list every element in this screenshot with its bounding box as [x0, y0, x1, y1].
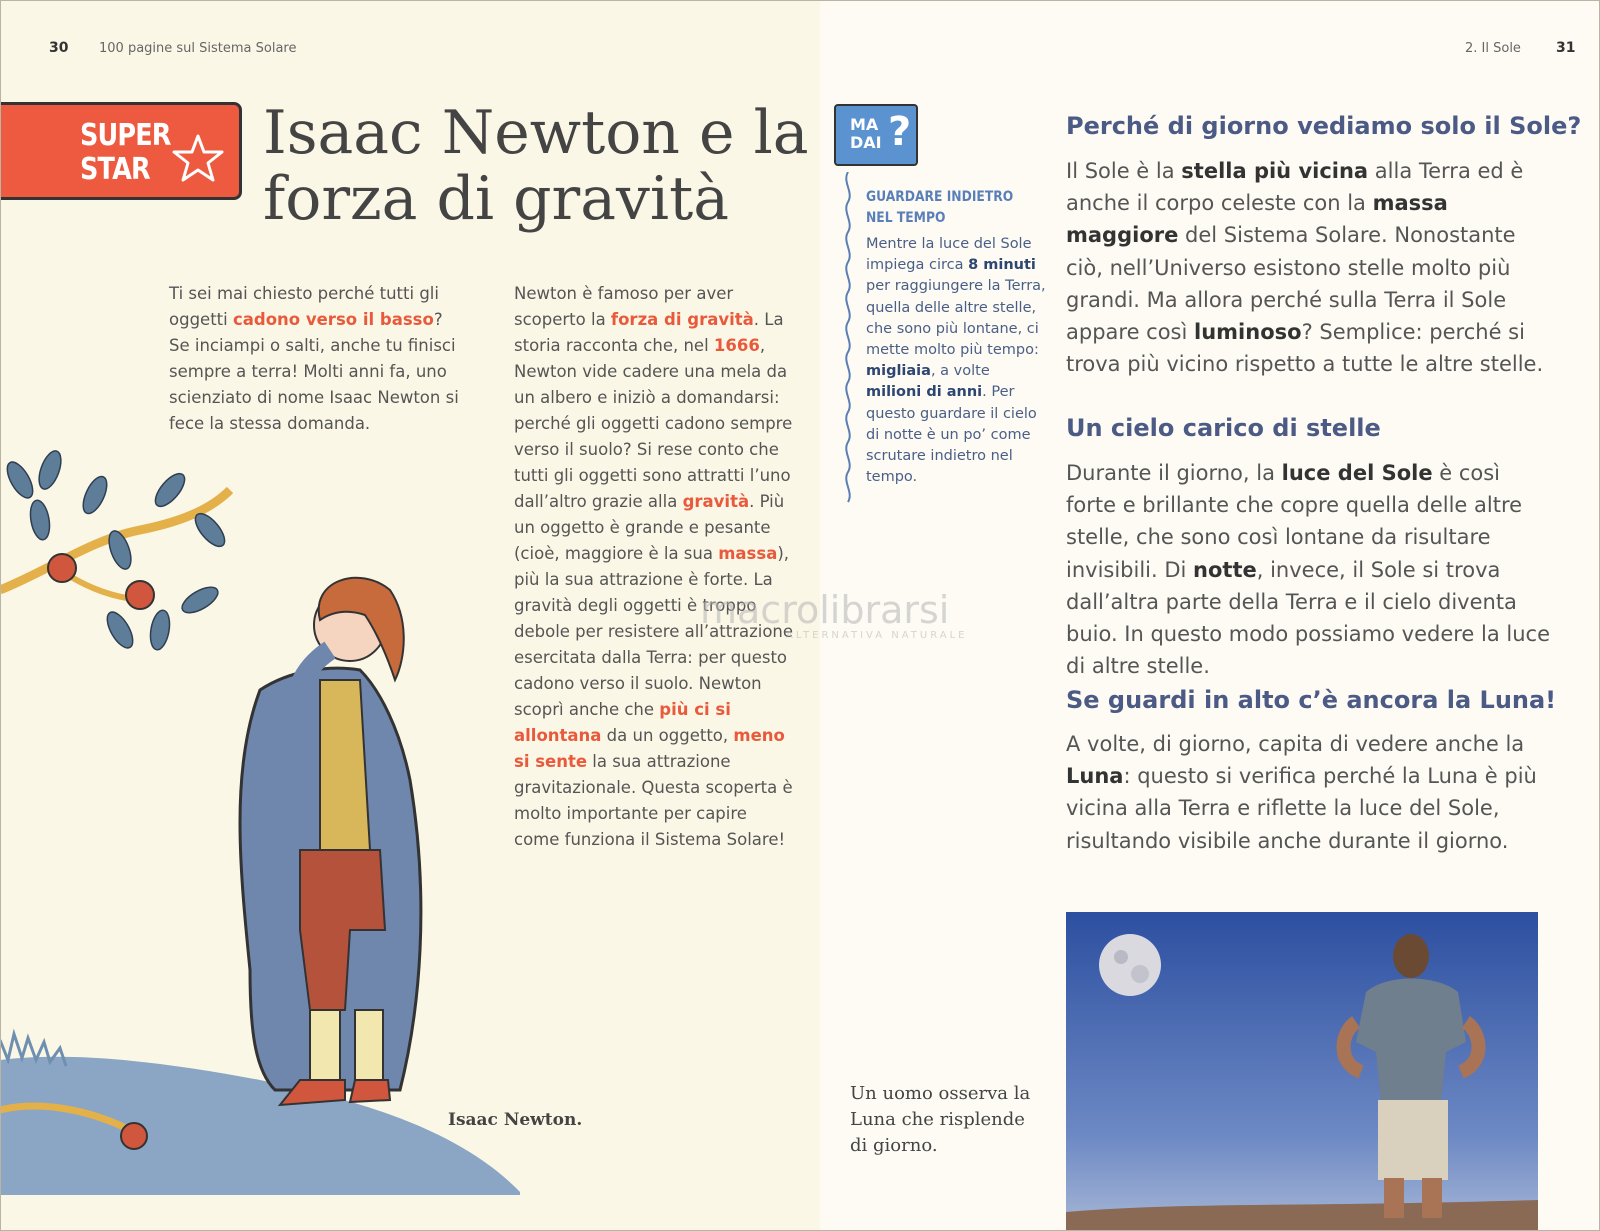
bold-text: Luna	[1066, 764, 1124, 789]
section1-heading: Perché di giorno vediamo solo il Sole?	[1066, 112, 1582, 140]
bold-text: massa maggiore	[1066, 191, 1448, 248]
question-mark-icon: ?	[888, 109, 912, 155]
bold-text: 8 minuti	[968, 257, 1036, 274]
super-star-badge	[0, 102, 242, 200]
newton-paragraph	[514, 281, 796, 853]
watermark-sub: ALTERNATIVA NATURALE	[786, 630, 968, 641]
text-span: ? Semplice: perché si trova più vicino rispetto a tutte le altre stelle.	[1066, 320, 1544, 377]
highlight: forza di gravità	[610, 310, 754, 329]
bold-text: stella più vicina	[1181, 159, 1369, 183]
bold-text: luce del Sole	[1281, 461, 1433, 485]
title-line-2: forza di gravità	[263, 164, 729, 234]
bold-text: migliaia	[866, 363, 931, 380]
badge-line-1: SUPER	[80, 118, 171, 153]
illustration-caption: Isaac Newton.	[448, 1110, 583, 1130]
text-span: : questo si verifica perché la Luna è più vicina alla Terra e riflette la luce del Sole, risultando visibile anche durante il giorno.	[1066, 764, 1537, 853]
badge-label	[80, 119, 171, 187]
ma-dai-line-2: DAI	[850, 133, 882, 152]
right-running-head: 2. Il Sole	[1465, 41, 1521, 56]
text-span: , a volte	[930, 363, 990, 380]
text-span: A volte, di giorno, capita di vedere anche la	[1066, 732, 1525, 756]
bold-text: milioni di anni	[866, 384, 983, 401]
highlight: 1666	[713, 336, 760, 355]
text-span: ? Se inciampi o salti, anche tu finisci sempre a terra! Molti anni fa, uno scienziato di nome Isaac Newton si fece la stessa domanda.	[169, 310, 459, 433]
text-span: Mentre la luce del Sole impiega circa	[866, 236, 1032, 274]
aside-title	[866, 187, 1024, 229]
text-span: ), più la sua attrazione è forte. La gravità degli oggetti è troppo debole per resistere all’attrazione esercitata dalla Terra: per questo cadono verso il suolo. Newton scoprì anche che	[514, 544, 794, 719]
section2-heading: Un cielo carico di stelle	[1066, 414, 1381, 442]
highlight: cadono verso il basso	[232, 310, 434, 329]
highlight: gravità	[682, 492, 750, 511]
text-span: . Per questo guardare il cielo di notte è un po’ come scrutare indietro nel tempo.	[866, 384, 1037, 486]
bold-text: luminoso	[1194, 320, 1302, 345]
badge-line-2: STAR	[80, 152, 150, 187]
text-span: alla Terra ed è anche il corpo celeste con la	[1066, 159, 1524, 216]
left-running-head: 100 pagine sul Sistema Solare	[99, 41, 297, 56]
ma-dai-badge	[834, 104, 918, 166]
text-span: . La storia racconta che, nel	[514, 310, 784, 355]
section2-body	[1066, 457, 1556, 682]
ma-dai-line-1: MA	[850, 115, 879, 134]
left-page-number: 30	[49, 40, 69, 56]
aside-body	[866, 234, 1046, 488]
text-span: per raggiungere la Terra, quella delle altre stelle, che sono più lontane, ci mette molto più tempo:	[866, 278, 1046, 359]
highlight: meno si sente	[514, 726, 785, 771]
text-span: Durante il giorno, la	[1066, 461, 1282, 485]
photo-caption: Un uomo osserva la Luna che risplende di giorno.	[850, 1083, 1031, 1156]
section3-heading: Se guardi in alto c’è ancora la Luna!	[1066, 686, 1557, 714]
highlight: massa	[718, 544, 778, 563]
section1-body	[1066, 155, 1556, 380]
moon-photo-image	[1066, 912, 1538, 1231]
ma-dai-label	[850, 116, 882, 152]
text-span: . Più un oggetto è grande e pesante (cioè, maggiore è la sua	[514, 492, 785, 563]
bold-text: notte	[1193, 557, 1257, 582]
text-span: , invece, il Sole si trova dall’altra parte della Terra e il cielo diventa buio. In questo modo possiamo vedere la luce di altre stelle.	[1066, 557, 1550, 679]
star-outline-icon	[170, 133, 226, 185]
aside-title-line-1: GUARDARE INDIETRO	[866, 189, 1014, 205]
right-page-number: 31	[1556, 40, 1576, 56]
newton-illustration	[0, 450, 540, 1220]
wavy-line-decoration	[842, 172, 854, 512]
section3-body	[1066, 728, 1556, 857]
text-span: Newton è famoso per aver scoperto la	[514, 284, 734, 329]
highlight: più ci si allontana	[514, 700, 731, 745]
moon-photo	[1066, 912, 1538, 1231]
text-span: è così forte e brillante che copre quella delle altre stelle, che sono così lontane da risultare invisibili. Di	[1066, 461, 1523, 582]
title-line-1: Isaac Newton e la	[263, 98, 809, 168]
text-span: del Sistema Solare. Nonostante ciò, nell’Universo esistono stelle molto più grandi. Ma allora perché sulla Terra il Sole appare così	[1066, 223, 1516, 345]
text-span: da un oggetto,	[601, 726, 734, 745]
text-span: la sua attrazione gravitazionale. Questa scoperta è molto importante per capire come funziona il Sistema Solare!	[514, 752, 793, 849]
text-span: , Newton vide cadere una mela da un albero e iniziò a domandarsi: perché gli oggetti cadono sempre verso il suolo? Si rese conto che tutti gli oggetti sono attratti l’uno dall’altro grazie alla	[514, 336, 793, 511]
aside-title-line-2: NEL TEMPO	[866, 210, 946, 226]
page-title	[263, 100, 809, 232]
text-span: Ti sei mai chiesto perché tutti gli oggetti	[169, 284, 439, 329]
text-span: Il Sole è la	[1066, 159, 1182, 183]
intro-paragraph	[169, 281, 459, 437]
watermark: macrolibrarsi	[700, 588, 950, 632]
